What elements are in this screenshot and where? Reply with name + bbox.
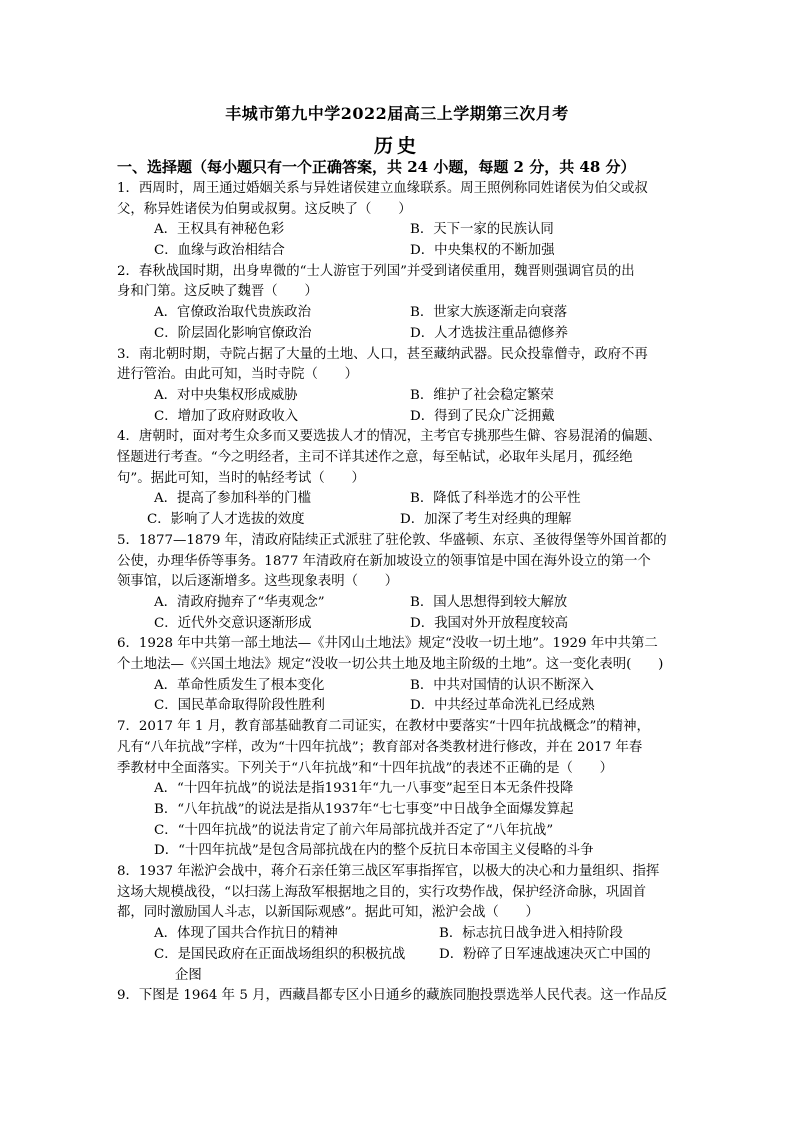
option-continuation: 企图 xyxy=(175,967,202,983)
question-line: 凡有“八年抗战”字样，改为“十四年抗战”；教育部对各类教材进行修改，并在 2017 年春 xyxy=(117,739,643,755)
question-line: 1．西周时，周王通过婚姻关系与异姓诸侯建立血缘联系。周王照例称同姓诸侯为伯父或叔 xyxy=(117,181,648,196)
option: A．“十四年抗战”的说法是指1931年“九一八事变”起至日本无条件投降 xyxy=(154,781,574,797)
question-line: 这场大规模战役，“以扫荡上海敌军根据地之目的，实行攻势作战，保护经济命脉，巩固首 xyxy=(117,884,647,900)
option: A．王权具有神秘色彩 xyxy=(154,222,285,238)
option: C．国民革命取得阶段性胜利 xyxy=(154,698,325,714)
section-heading: 一、选择题（每小题只有一个正确答案，共 24 小题，每题 2 分，共 48 分） xyxy=(117,158,636,176)
question-line: 3．南北朝时期，寺院占据了大量的土地、人口，甚至藏纳武器。民众投靠僧寺，政府不再 xyxy=(117,346,648,362)
option: D．人才选拔注重品德修养 xyxy=(410,325,569,341)
option-row xyxy=(117,241,683,262)
question-line: 季教材中全面落实。下列关于“八年抗战”和“十四年抗战”的表述不正确的是（ ） xyxy=(117,760,614,776)
option-row xyxy=(117,220,683,241)
option: B．维护了社会稳定繁荣 xyxy=(410,387,554,403)
question-line: 8．1937 年淞沪会战中，蒋介石亲任第三战区军事指挥官，以极大的决心和力量组织、指挥 xyxy=(117,864,660,880)
option: C．近代外交意识逐渐形成 xyxy=(154,615,312,631)
option-row xyxy=(117,407,683,428)
option: B．世家大族逐渐走向衰落 xyxy=(410,305,568,321)
option-row xyxy=(117,924,683,945)
question-list xyxy=(117,179,683,1007)
option: A．提高了参加科举的门槛 xyxy=(154,491,311,507)
option: C．阶层固化影响官僚政治 xyxy=(154,325,312,341)
question-line: 公使，办理华侨等事务。1877 年清政府在新加坡设立的领事馆是中国在海外设立的第一个 xyxy=(117,553,651,569)
option: D．我国对外开放程度较高 xyxy=(410,615,569,631)
option-row xyxy=(117,614,683,635)
option-row xyxy=(117,324,683,345)
option-row xyxy=(117,386,683,407)
option: A．官僚政治取代贵族政治 xyxy=(154,305,311,321)
option: C．影响了人才选拔的效度 xyxy=(147,512,305,528)
question-line: 进行管治。由此可知，当时寺院（ ） xyxy=(117,367,359,383)
question-line: 句”。据此可知，当时的帖经考试（ ） xyxy=(117,470,365,486)
option: D．粉碎了日军速战速决灭亡中国的 xyxy=(439,946,651,962)
question-line: 4．唐朝时，面对考生众多而又要选拔人才的情况，主考官专挑那些生僻、容易混淆的偏题、 xyxy=(117,429,662,445)
option: B．天下一家的民族认同 xyxy=(410,222,554,238)
option: B．标志抗日战争进入相持阶段 xyxy=(439,926,623,942)
question-line: 怪题进行考查。“今之明经者，主司不详其述作之意，每至帖试，必取年头尾月，孤经绝 xyxy=(117,450,633,466)
option-row xyxy=(117,945,683,966)
option-row xyxy=(117,696,683,717)
option: A．革命性质发生了根本变化 xyxy=(154,677,325,693)
option: D．得到了民众广泛拥戴 xyxy=(410,408,555,424)
option-row xyxy=(117,303,683,324)
question-line: 都，同时激励国人斗志，以新国际观感”。据此可知，淞沪会战（ ） xyxy=(117,905,539,921)
option: D．中央集权的不断加强 xyxy=(410,243,555,259)
question-line: 领事馆，以后逐渐增多。这些现象表明（ ） xyxy=(117,574,399,590)
question-line: 身和门第。这反映了魏晋（ ） xyxy=(117,284,318,300)
option: B．“八年抗战”的说法是指从1937年“七七事变”中日战争全面爆发算起 xyxy=(154,801,574,817)
option-row xyxy=(117,510,683,531)
question-line: 个土地法—《兴国土地法》规定“没收一切公共土地及地主阶级的土地”。这一变化表明( ) xyxy=(117,657,664,673)
option: C．增加了政府财政收入 xyxy=(154,408,299,424)
option: A．对中央集权形成威胁 xyxy=(154,387,298,403)
option: B．中共对国情的认识不断深入 xyxy=(410,677,594,693)
option-row xyxy=(117,489,683,510)
option: B．降低了科举选才的公平性 xyxy=(410,491,581,507)
subject-heading: 历史 xyxy=(373,135,420,157)
option: C．血缘与政治相结合 xyxy=(154,243,285,259)
exam-title: 丰城市第九中学2022届高三上学期第三次月考 xyxy=(225,104,569,123)
option: C．“十四年抗战”的说法肯定了前六年局部抗战并否定了“八年抗战” xyxy=(154,822,554,838)
question-line: 父，称异姓诸侯为伯舅或叔舅。这反映了（ ） xyxy=(117,201,412,217)
question-line: 6．1928 年中共第一部土地法—《井冈山土地法》规定“没收一切土地”。1929 年中共第二 xyxy=(117,636,658,652)
question-line: 2．春秋战国时期，出身卑微的“士人游宦于列国”并受到诸侯重用，魏晋则强调官员的出 xyxy=(117,263,635,279)
option: C．是国民政府在正面战场组织的积极抗战 xyxy=(154,946,406,962)
option: B．国人思想得到较大解放 xyxy=(410,594,568,610)
question-line: 7．2017 年 1 月，教育部基础教育二司证实，在教材中要落实“十四年抗战概念”的精神， xyxy=(117,719,650,735)
option: A．体现了国共合作抗日的精神 xyxy=(154,926,338,942)
option: D．加深了考生对经典的理解 xyxy=(400,512,572,528)
question-line: 5．1877—1879 年，清政府陆续正式派驻了驻伦敦、华盛顿、东京、圣彼得堡等外国首都的 xyxy=(117,532,667,548)
option: D．“十四年抗战”是包含局部抗战在内的整个反抗日本帝国主义侵略的斗争 xyxy=(154,843,594,859)
option-row xyxy=(117,676,683,697)
option-row xyxy=(117,593,683,614)
question-line: 9．下图是 1964 年 5 月，西藏昌都专区小日通乡的藏族同胞投票选举人民代表。这一作品反 xyxy=(117,988,668,1004)
option: A．清政府抛弃了“华夷观念” xyxy=(154,594,325,610)
option: D．中共经过革命洗礼已经成熟 xyxy=(410,698,595,714)
